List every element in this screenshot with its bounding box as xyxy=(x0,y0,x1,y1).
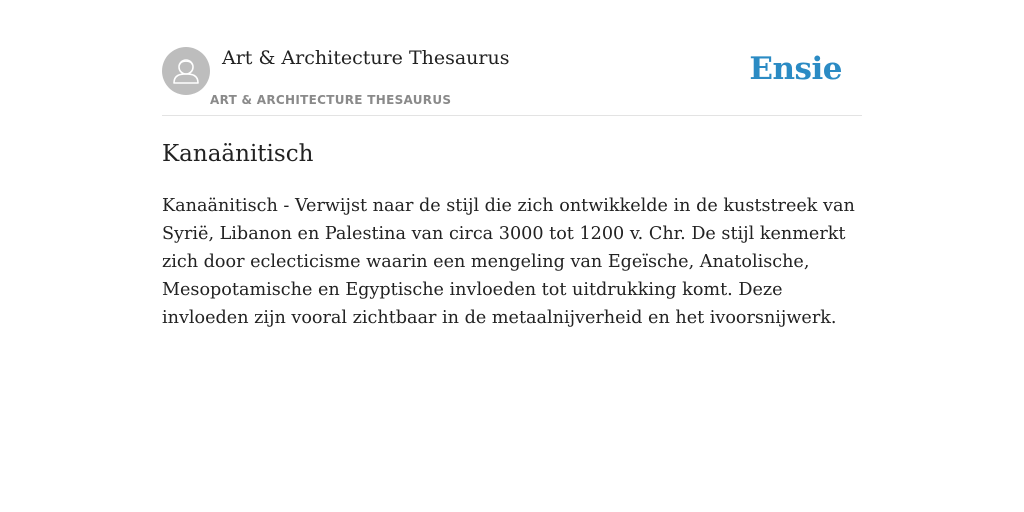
content-container xyxy=(162,0,862,328)
author-name[interactable]: Art & Architecture Thesaurus xyxy=(222,47,510,69)
page-title: Kanaänitisch xyxy=(162,141,314,167)
brand-logo[interactable]: Ensie xyxy=(749,51,842,87)
user-avatar-icon[interactable] xyxy=(162,47,210,95)
definition-text: Kanaänitisch - Verwijst naar de stijl die zich ontwikkelde in de kuststreek van Syrië, Libanon en Palestina van circa 3000 tot 1200 v. Chr. De stijl kenmerkt zich door eclecticisme waarin een mengeling van Egeïsche, Anatolische, Mesopotamische en Egyptische invloeden tot uitdrukking komt. Deze invloeden zijn vooral zichtbaar in de metaalnijverheid en het ivoorsnijwerk. xyxy=(162,196,855,328)
author-subtitle: ART & ARCHITECTURE THESAURUS xyxy=(210,93,452,107)
header xyxy=(162,0,862,116)
